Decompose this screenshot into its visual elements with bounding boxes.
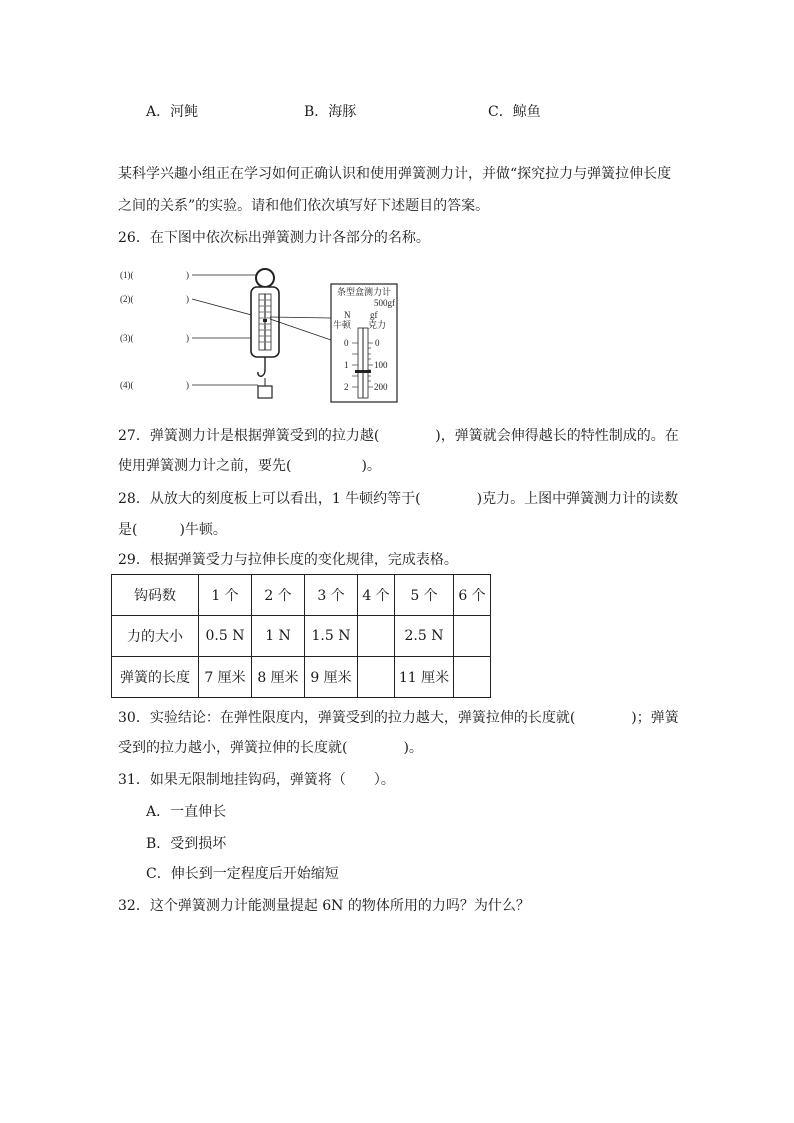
table-cell: 7 厘米	[199, 657, 252, 698]
question-29: 29．根据弹簧受力与拉伸长度的变化规律，完成表格。	[118, 552, 458, 568]
unit-left-symbol: N	[344, 310, 351, 320]
right-tick-2: 200	[374, 382, 388, 392]
table-cell: 1 N	[252, 616, 305, 657]
table-cell-blank[interactable]	[358, 616, 395, 657]
question-28-line-2: 是( )牛顿。	[118, 522, 227, 538]
option-c: C．鲸鱼	[488, 104, 541, 120]
force-length-table	[111, 574, 491, 698]
option-b: B．海豚	[304, 104, 357, 120]
table-cell-blank[interactable]	[454, 616, 491, 657]
intro-line-1: 某科学兴趣小组正在学习如何正确认识和使用弹簧测力计，并做“探究拉力与弹簧拉伸长度	[118, 166, 672, 182]
left-tick-2: 2	[344, 382, 349, 392]
label-2: (2)(	[120, 294, 134, 304]
label-2-close: )	[186, 294, 189, 304]
question-30-line-2: 受到的拉力越小，弹簧拉伸的长度就( )。	[118, 740, 423, 756]
label-1: (1)(	[120, 270, 134, 280]
question-30-line-1: 30．实验结论：在弹性限度内，弹簧受到的拉力越大，弹簧拉伸的长度就( )；弹簧	[118, 710, 679, 726]
question-31-option-b: B．受到损坏	[146, 836, 227, 852]
question-27-line-1: 27．弹簧测力计是根据弹簧受到的拉力越( )，弹簧就会伸得越长的特性制成的。在	[118, 428, 679, 444]
table-cell: 11 厘米	[395, 657, 454, 698]
question-32: 32．这个弹簧测力计能测量提起 6N 的物体所用的力吗？为什么？	[118, 898, 530, 914]
table-cell-blank[interactable]	[358, 657, 395, 698]
weight	[258, 386, 272, 398]
ring	[256, 269, 274, 287]
left-tick-1: 1	[344, 360, 349, 370]
table-row	[112, 575, 491, 616]
table-cell: 0.5 N	[199, 616, 252, 657]
table-row	[112, 657, 491, 698]
table-cell: 8 厘米	[252, 657, 305, 698]
question-26: 26．在下图中依次标出弹簧测力计各部分的名称。	[118, 230, 430, 246]
table-cell: 钩码数	[112, 575, 199, 616]
question-31-option-a: A．一直伸长	[146, 804, 227, 820]
label-3-close: )	[186, 333, 189, 343]
label-4: (4)(	[120, 380, 134, 390]
question-27-line-2: 使用弹簧测力计之前，要先( )。	[118, 458, 381, 474]
table-cell: 1.5 N	[305, 616, 358, 657]
question-31-option-c: C．伸长到一定程度后开始缩短	[146, 866, 339, 882]
intro-line-2: 之间的关系”的实验。请和他们依次填写好下述题目的答案。	[118, 198, 490, 214]
label-1-close: )	[186, 270, 189, 280]
table-row	[112, 616, 491, 657]
unit-right-name: 克力	[368, 320, 387, 330]
table-cell: 4 个	[358, 575, 395, 616]
question-31: 31．如果无限制地挂钩码，弹簧将（ ）。	[118, 772, 395, 788]
left-tick-0: 0	[344, 338, 349, 348]
table-cell: 弹簧的长度	[112, 657, 199, 698]
spring-scale-figure	[118, 262, 408, 412]
option-a: A．河鲀	[146, 104, 199, 120]
table-cell: 2 个	[252, 575, 305, 616]
pointer	[355, 370, 371, 373]
table-cell-blank[interactable]	[454, 657, 491, 698]
right-tick-0: 0	[375, 338, 380, 348]
label-4-close: )	[186, 380, 189, 390]
box-title: 条型盒测力计	[336, 287, 392, 297]
question-28-line-1: 28．从放大的刻度板上可以看出，1 牛顿约等于( )克力。上图中弹簧测力计的读数	[118, 491, 679, 507]
unit-left-name: 牛顿	[333, 320, 352, 330]
table-cell: 2.5 N	[395, 616, 454, 657]
spring-scale-diagram	[118, 262, 408, 412]
label-3: (3)(	[120, 333, 134, 343]
unit-right-symbol: gf	[370, 310, 378, 320]
table-cell: 9 厘米	[305, 657, 358, 698]
hook	[258, 370, 265, 376]
table-cell: 6 个	[454, 575, 491, 616]
box-capacity: 500gf	[374, 298, 395, 308]
table-cell: 力的大小	[112, 616, 199, 657]
table-cell: 5 个	[395, 575, 454, 616]
right-tick-1: 100	[374, 360, 388, 370]
table-cell: 1 个	[199, 575, 252, 616]
table-cell: 3 个	[305, 575, 358, 616]
